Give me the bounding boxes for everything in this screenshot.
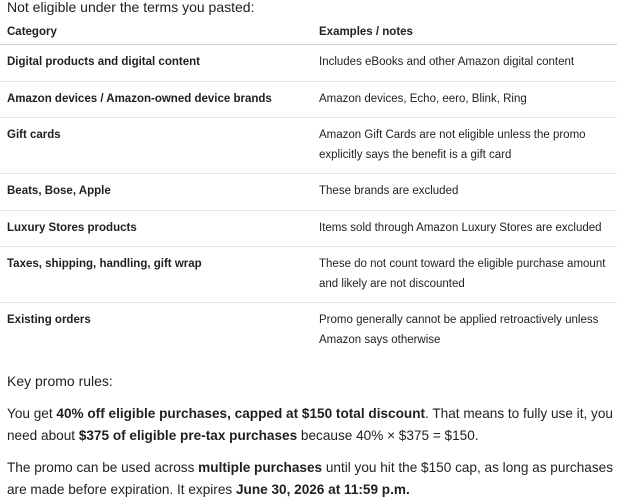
rules-heading: Key promo rules: bbox=[7, 373, 113, 389]
table-row bbox=[0, 247, 617, 303]
table-header-row bbox=[0, 19, 617, 45]
notes-cell: These brands are excluded bbox=[312, 174, 617, 211]
notes-cell: Amazon devices, Echo, eero, Blink, Ring bbox=[312, 81, 617, 118]
usage-paragraph bbox=[7, 457, 617, 501]
discount-paragraph bbox=[7, 403, 617, 447]
bold-purchase-amount: $375 of eligible pre-tax purchases bbox=[78, 428, 298, 443]
text-span: The promo can be used across bbox=[7, 460, 199, 475]
table-row bbox=[0, 210, 617, 247]
notes-cell: These do not count toward the eligible purchase amount and likely are not discounted bbox=[312, 247, 617, 303]
category-cell: Beats, Bose, Apple bbox=[0, 174, 312, 211]
intro-text: Not eligible under the terms you pasted: bbox=[7, 0, 255, 15]
notes-cell: Items sold through Amazon Luxury Stores are excluded bbox=[312, 210, 617, 247]
text-span: You get bbox=[7, 406, 57, 421]
category-cell: Digital products and digital content bbox=[0, 45, 312, 82]
notes-cell: Amazon Gift Cards are not eligible unless the promo explicitly says the benefit is a gift card bbox=[312, 118, 617, 174]
bold-expiration-date: June 30, 2026 at 11:59 p.m. bbox=[235, 482, 410, 497]
category-cell: Taxes, shipping, handling, gift wrap bbox=[0, 247, 312, 303]
table-row bbox=[0, 118, 617, 174]
bold-multiple-purchases: multiple purchases bbox=[198, 460, 323, 475]
table-row bbox=[0, 81, 617, 118]
text-span: because 40% × $375 = $150. bbox=[297, 428, 479, 443]
column-header-notes: Examples / notes bbox=[312, 19, 617, 45]
table-row bbox=[0, 303, 617, 359]
notes-cell: Promo generally cannot be applied retroactively unless Amazon says otherwise bbox=[319, 314, 599, 346]
category-cell: Existing orders bbox=[7, 314, 91, 326]
exclusions-table bbox=[0, 19, 617, 358]
text-span: . That means to fully use it, you need about bbox=[7, 406, 613, 443]
column-header-category: Category bbox=[0, 19, 312, 45]
category-cell: Amazon devices / Amazon-owned device brands bbox=[0, 81, 312, 118]
bold-discount-text: 40% off eligible purchases, capped at $150 total discount bbox=[56, 406, 426, 421]
text-span: until you hit the $150 cap, as long as purchases are made before expiration. It expires bbox=[7, 460, 614, 497]
category-cell: Gift cards bbox=[0, 118, 312, 174]
category-cell: Luxury Stores products bbox=[0, 210, 312, 247]
table-row bbox=[0, 45, 617, 82]
table-row bbox=[0, 174, 617, 211]
notes-cell: Includes eBooks and other Amazon digital content bbox=[312, 45, 617, 82]
